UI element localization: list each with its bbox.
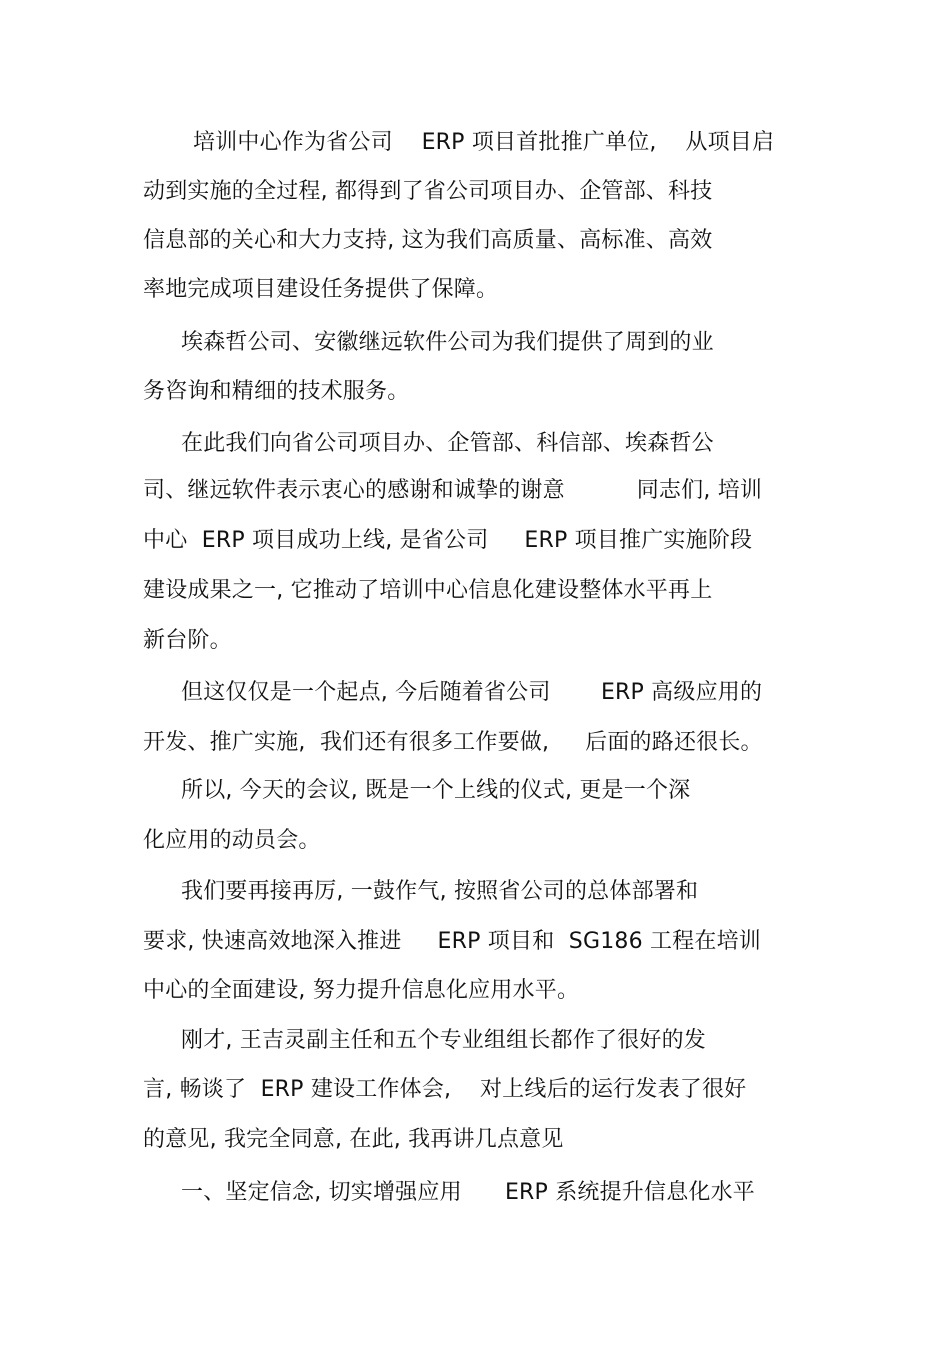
paragraph-line: 的意见, 我完全同意, 在此, 我再讲几点意见 [143, 1127, 564, 1152]
paragraph-line: 司、继远软件表示衷心的感谢和诚挚的谢意 同志们, 培训 [143, 478, 763, 503]
paragraph-line: 但这仅仅是一个起点, 今后随着省公司 ERP 高级应用的 [181, 680, 763, 705]
paragraph-line: 一、坚定信念, 切实增强应用 ERP 系统提升信息化水平 [181, 1180, 755, 1205]
paragraph-line: 信息部的关心和大力支持, 这为我们高质量、高标准、高效 [143, 228, 713, 253]
paragraph-line: 务咨询和精细的技术服务。 [143, 379, 410, 404]
paragraph-line: 培训中心作为省公司 ERP 项目首批推广单位, 从项目启 [193, 130, 775, 155]
paragraph-line: 中心的全面建设, 努力提升信息化应用水平。 [143, 978, 580, 1003]
paragraph-line: 言, 畅谈了 ERP 建设工作体会, 对上线后的运行发表了很好 [143, 1077, 747, 1102]
paragraph-line: 化应用的动员会。 [143, 828, 321, 853]
paragraph-line: 刚才, 王吉灵副主任和五个专业组组长都作了很好的发 [181, 1028, 706, 1053]
paragraph-line: 建设成果之一, 它推动了培训中心信息化建设整体水平再上 [143, 578, 713, 603]
paragraph-line: 在此我们向省公司项目办、企管部、科信部、埃森哲公 [181, 431, 714, 456]
paragraph-line: 要求, 快速高效地深入推进 ERP 项目和 SG186 工程在培训 [143, 929, 761, 954]
paragraph-line: 新台阶。 [143, 628, 232, 653]
paragraph-line: 我们要再接再厉, 一鼓作气, 按照省公司的总体部署和 [181, 879, 699, 904]
paragraph-line: 所以, 今天的会议, 既是一个上线的仪式, 更是一个深 [181, 778, 691, 803]
paragraph-line: 开发、推广实施, 我们还有很多工作要做, 后面的路还很长。 [143, 730, 763, 755]
paragraph-line: 中心 ERP 项目成功上线, 是省公司 ERP 项目推广实施阶段 [143, 528, 753, 553]
paragraph-line: 率地完成项目建设任务提供了保障。 [143, 277, 499, 302]
paragraph-line: 埃森哲公司、安徽继远软件公司为我们提供了周到的业 [181, 330, 714, 355]
paragraph-line: 动到实施的全过程, 都得到了省公司项目办、企管部、科技 [143, 179, 713, 204]
